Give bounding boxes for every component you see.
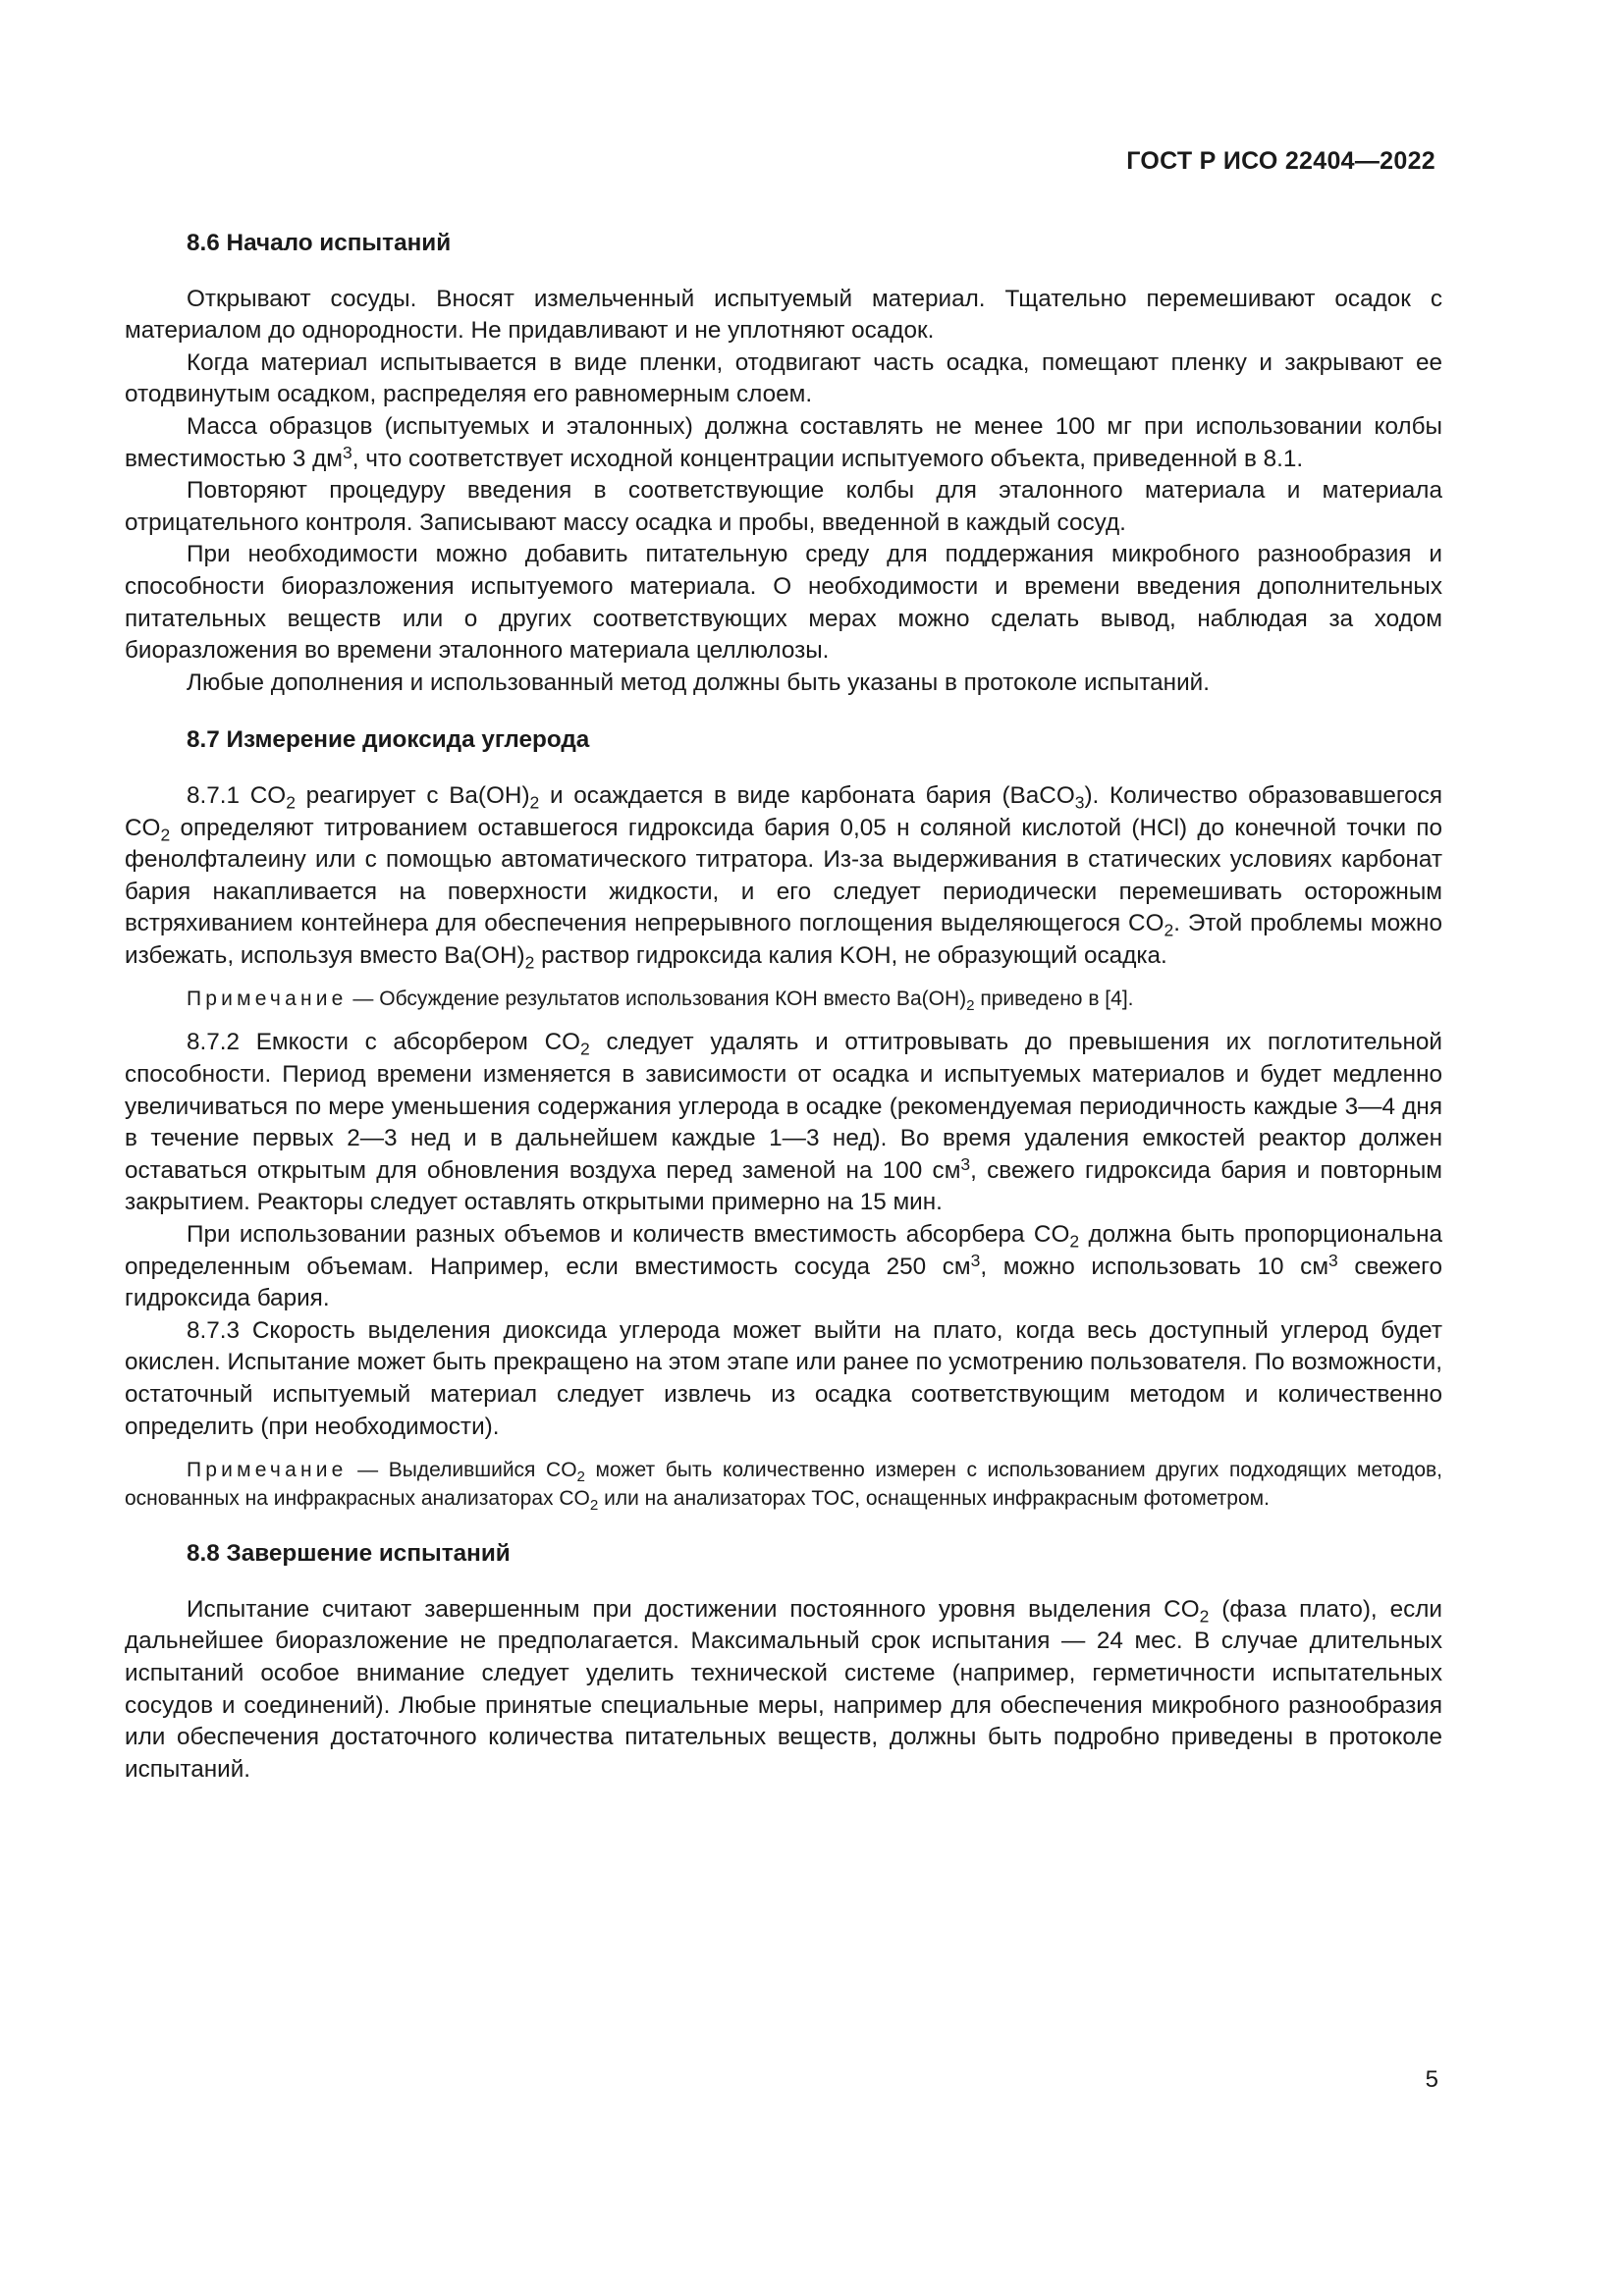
paragraph: При необходимости можно добавить питательную среду для поддержания микробного разнообразия и способности биоразложения испытуемого материала. О необходимости и времени введения дополнительных питательных веществ или о других соответствующих мерах можно сделать вывод, наблюдая за ходом биоразложения во времени эталонного материала целлюлозы. <box>125 541 1442 665</box>
paragraph-8-7-2: 8.7.2 Емкости с абсорбером $CO_2$ следует удалять и оттитровывать до превышения их поглотительной способности. Период времени изменяется в зависимости от осадка и испытуемых материалов и будет медленно увеличиваться по мере уменьшения содержания углерода в осадке (рекомендуемая периодичность каждые 3—4 дня в течение первых 2—3 нед и в дальнейшем каждые 1—3 нед). Во время удаления емкостей реактор должен оставаться открытым для обновления воздуха перед заменой на 100 $см^3$, свежего гидроксида бария и повторным закрытием. Реакторы следует оставлять открытыми примерно на 15 мин. <box>125 1029 1442 1216</box>
paragraph: Когда материал испытывается в виде пленки, отодвигают часть осадка, помещают пленку и закрывают ее отодвинутым осадком, распределяя его равномерным слоем. <box>125 348 1442 408</box>
paragraph: Испытание считают завершенным при достижении постоянного уровня выделения $CO_2$ (фаза плато), если дальнейшее биоразложение не предполагается. Максимальный срок испытания — 24 мес. В случае длительных испытаний особое внимание следует уделить технической системе (например, герметичности испытательных сосудов и соединений). Любые принятые специальные меры, например для обеспечения микробного разнообразия или обеспечения достаточного количества питательных веществ, должны быть подробно приведены в протоколе испытаний. <box>125 1595 1442 1783</box>
page-content <box>125 228 1442 1786</box>
section-8-6-heading: 8.6 Начало испытаний <box>187 230 452 256</box>
paragraph-8-7-3: 8.7.3 Скорость выделения диоксида углерода может выйти на плато, когда весь доступный углерод будет окислен. Испытание может быть прекращено на этом этапе или ранее по усмотрению пользователя. По возможности, остаточный испытуемый материал следует извлечь из осадка соответствующим методом и количественно определить (при необходимости). <box>125 1316 1442 1440</box>
paragraph: Масса образцов (испытуемых и эталонных) должна составлять не менее 100 мг при использовании колбы вместимостью 3 $дм^3$, что соответствует исходной концентрации испытуемого объекта, приведенной в 8.1. <box>125 412 1442 472</box>
paragraph: При использовании разных объемов и количеств вместимость абсорбера $CO_2$ должна быть пропорциональна определенным объемам. Например, если вместимость сосуда 250 $см^3$, можно использовать 10 $см^3$ свежего гидроксида бария. <box>125 1221 1443 1312</box>
paragraph-8-7-1: 8.7.1 $CO_2$ реагирует с $Ba(OH)_2$ и осаждается в виде карбоната бария (BaCO$_3$). Количество образовавшегося $CO_2$ определяют титрованием оставшегося гидроксида бария 0,05 н соляной кислотой (HCl) до конечной точки по фенолфталеину или с помощью автоматического титратора. Из-за выдерживания в статических условиях карбонат бария накапливается на поверхности жидкости, и его следует периодически перемешивать осторожным встряхиванием контейнера для обеспечения непрерывного поглощения выделяющегося $CO_2$. Этой проблемы можно избежать, используя вместо $Ba(OH)_2$ раствор гидроксида калия KOH, не образующий осадка. <box>125 781 1443 973</box>
page-number: 5 <box>1425 2066 1438 2093</box>
paragraph: Открывают сосуды. Вносят измельченный испытуемый материал. Тщательно перемешивают осадок с материалом до однородности. Не придавливают и не уплотняют осадок. <box>125 285 1442 345</box>
paragraph: Любые дополнения и использованный метод должны быть указаны в протоколе испытаний. <box>187 668 1210 696</box>
document-code: ГОСТ Р ИСО 22404—2022 <box>1126 147 1435 175</box>
paragraph: Повторяют процедуру введения в соответствующие колбы для эталонного материала и материала отрицательного контроля. Записывают массу осадка и пробы, введенной в каждый сосуд. <box>125 477 1442 536</box>
section-8-7-heading: 8.7 Измерение диоксида углерода <box>187 726 590 754</box>
section-8-8-heading: 8.8 Завершение испытаний <box>187 1540 511 1568</box>
note: Примечание — Обсуждение результатов использования КОН вместо $Ba(OH)_2$ приведено в [4]. <box>187 988 1134 1015</box>
note: Примечание — Выделившийся $CO_2$ может быть количественно измерен с использованием других подходящих методов, основанных на инфракрасных анализаторах $CO_2$ или на анализаторах TOC, оснащенных инфракрасным фотометром. <box>125 1459 1442 1515</box>
